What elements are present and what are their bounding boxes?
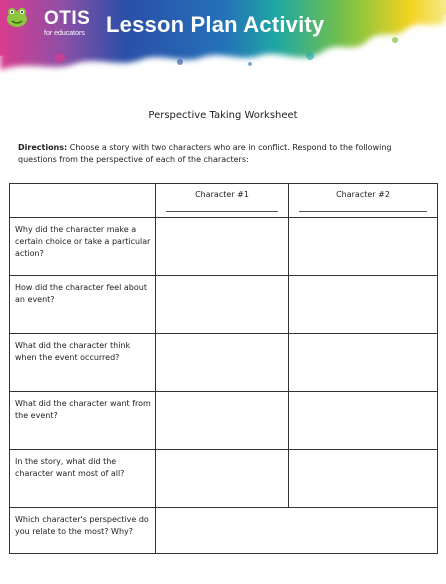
answer-cell-character-1[interactable] xyxy=(156,392,289,450)
table-row xyxy=(10,508,438,554)
character-1-header xyxy=(156,184,289,218)
directions-label: Directions: xyxy=(18,143,68,152)
answer-cell-character-2[interactable] xyxy=(289,392,438,450)
question-cell: Which character's perspective do you relate to the most? Why? xyxy=(10,508,156,554)
answer-cell-character-2[interactable] xyxy=(289,450,438,508)
question-cell: In the story, what did the character want most of all? xyxy=(10,450,156,508)
character-1-label: Character #1 xyxy=(195,190,249,199)
answer-cell-character-1[interactable] xyxy=(156,334,289,392)
frog-mascot-icon xyxy=(6,6,28,28)
header-banner xyxy=(0,0,446,80)
character-2-name-line[interactable] xyxy=(299,211,427,212)
directions xyxy=(18,142,423,166)
table-row xyxy=(10,334,438,392)
header-blank-cell xyxy=(10,184,156,218)
table-header-row xyxy=(10,184,438,218)
logo-title: OTIS xyxy=(44,8,91,29)
character-2-label: Character #2 xyxy=(336,190,390,199)
worksheet-title: Perspective Taking Worksheet xyxy=(148,110,298,121)
question-cell: What did the character want from the event? xyxy=(10,392,156,450)
answer-cell-character-2[interactable] xyxy=(289,276,438,334)
character-1-name-line[interactable] xyxy=(166,211,278,212)
table-row xyxy=(10,450,438,508)
worksheet-table xyxy=(9,183,438,554)
logo-subtitle: for educators xyxy=(44,30,85,37)
banner-title: Lesson Plan Activity xyxy=(106,12,325,37)
table-row xyxy=(10,276,438,334)
answer-cell-character-1[interactable] xyxy=(156,450,289,508)
character-2-header xyxy=(289,184,438,218)
question-cell: What did the character think when the event occurred? xyxy=(10,334,156,392)
answer-cell-character-2[interactable] xyxy=(289,218,438,276)
question-cell: How did the character feel about an event? xyxy=(10,276,156,334)
answer-cell-relate[interactable] xyxy=(156,508,438,554)
table-row xyxy=(10,392,438,450)
answer-cell-character-1[interactable] xyxy=(156,218,289,276)
answer-cell-character-1[interactable] xyxy=(156,276,289,334)
question-cell: Why did the character make a certain choice or take a particular action? xyxy=(10,218,156,276)
directions-text: Choose a story with two characters who are in conflict. Respond to the following questions from the perspective of each of the characters: xyxy=(18,143,392,164)
table-row xyxy=(10,218,438,276)
answer-cell-character-2[interactable] xyxy=(289,334,438,392)
otis-logo xyxy=(6,6,96,42)
